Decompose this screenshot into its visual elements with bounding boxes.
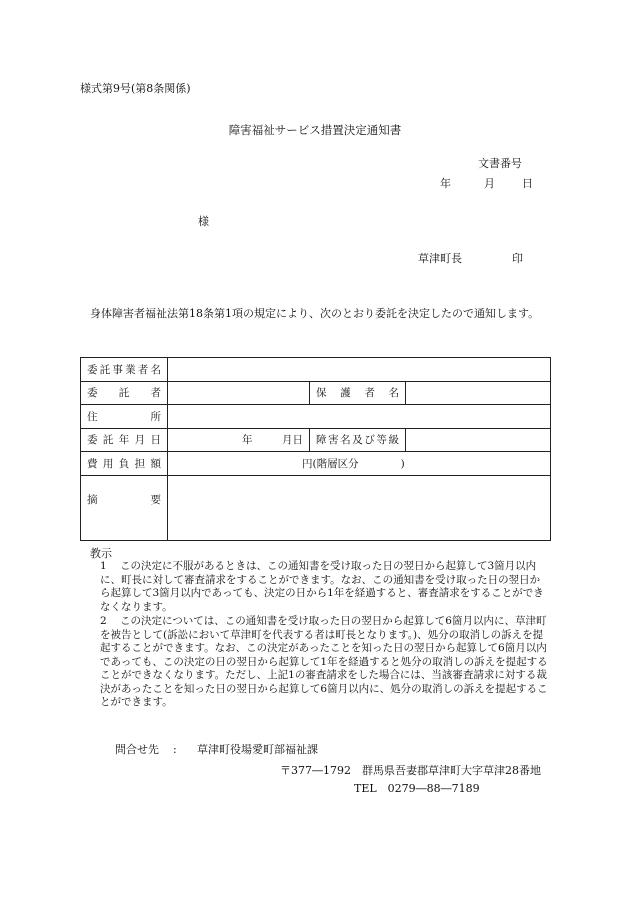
consignee-value <box>168 381 310 405</box>
issue-date <box>440 175 533 191</box>
notice-item <box>100 615 550 710</box>
disability-value <box>406 428 551 452</box>
contact-address: 〒377―1792 群馬県吾妻郡草津町大字草津28番地 <box>280 764 541 777</box>
consign-date-value <box>168 428 310 452</box>
summary-value <box>168 475 551 540</box>
cost-label: 費用負担額 <box>81 452 168 476</box>
consignee-label: 委 託 者 <box>81 381 168 405</box>
issuer-name: 草津町長 <box>418 252 462 265</box>
month-label: 月 <box>484 177 495 190</box>
notice-item <box>100 560 550 614</box>
guardian-value <box>406 381 551 405</box>
contact-label: 問合せ先 <box>115 743 159 756</box>
disability-label: 障害名及び等級 <box>310 428 406 452</box>
date-year: 年 <box>242 434 253 447</box>
contact-tel: TEL 0279―88―7189 <box>354 782 480 795</box>
table-row <box>81 475 551 540</box>
table-row <box>81 381 551 405</box>
notice-title: 教示 <box>90 547 112 560</box>
page-title: 障害福祉サービス措置決定通知書 <box>228 123 402 137</box>
seal-mark: 印 <box>512 252 523 265</box>
summary-label: 摘 要 <box>81 475 168 540</box>
day-label: 日 <box>522 177 533 190</box>
table-row <box>81 452 551 476</box>
address-label: 住 所 <box>81 405 168 429</box>
table-row <box>81 405 551 429</box>
consign-date-label: 委託年月日 <box>81 428 168 452</box>
notice-number: 1 <box>100 560 107 572</box>
form-label: 様式第9号(第8条関係) <box>80 82 191 95</box>
contractor-value <box>168 358 551 382</box>
date-month: 月 <box>282 434 293 447</box>
body-paragraph: 身体障害者福祉法第18条第1項の規定により、次のとおり委託を決定したので通知します。 <box>90 307 540 320</box>
date-day: 日 <box>292 434 303 447</box>
table-row <box>81 428 551 452</box>
info-table <box>80 357 551 541</box>
table-row <box>81 358 551 382</box>
year-label: 年 <box>440 177 451 190</box>
contractor-label: 委託事業者名 <box>81 358 168 382</box>
contact-department: 草津町役場愛町部福祉課 <box>197 743 318 756</box>
contact-colon: : <box>173 743 177 756</box>
guardian-label: 保 護 者 名 <box>310 381 406 405</box>
addressee-suffix: 様 <box>198 215 209 228</box>
cost-value: 円(階層区分 ) <box>168 452 551 476</box>
notice-text: この決定に不服があるときは、この通知書を受け取った日の翌日から起算して3箇月以内に、町長に対して審査請求をすることができます。なお、この通知書を受け取った日の翌日から起算して3箇月以内であっても、決定の日から1年を経過すると、審査請求をすることができなくなります。 <box>100 560 544 613</box>
document-number: 文書番号 <box>478 157 522 170</box>
notice-number: 2 <box>100 615 107 627</box>
notice-text: この決定については、この通知書を受け取った日の翌日から起算して6箇月以内に、草津町を被告として(訴訟において草津町を代表する者は町長となります。)、処分の取消しの訴えを提起することができます。なお、この決定があったことを知った日の翌日から起算して6箇月以内であっても、この決定の日の翌日から起算して1年を経過すると処分の取消しの訴えを提起することができなくなります。ただし、上記1の審査請求をした場合には、当該審査請求に対する裁決があったことを知った日の翌日から起算して6箇月以内に、処分の取消しの訴えを提起することができます。 <box>100 615 548 708</box>
contact-line <box>115 741 318 757</box>
address-value <box>168 405 551 429</box>
